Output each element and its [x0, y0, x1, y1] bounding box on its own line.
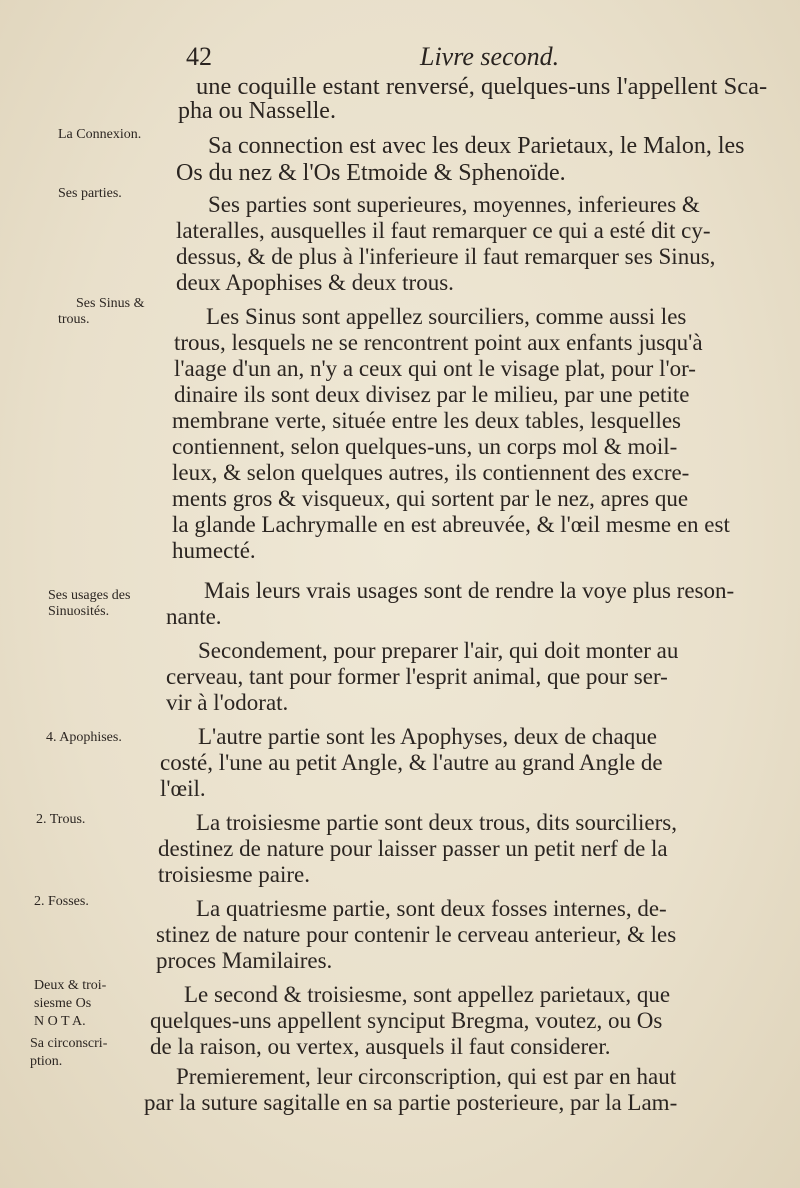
text-line: Le second & troisiesme, sont appellez parietaux, que [184, 982, 671, 1007]
text-line: Sa connection est avec les deux Parietaux, le Malon, les [208, 133, 745, 159]
text-line: Secondement, pour preparer l'air, qui doit monter au [198, 638, 679, 663]
margin-note: trous. [58, 312, 90, 327]
text-line: lateralles, ausquelles il faut remarquer ce qui a esté dit cy- [176, 218, 711, 243]
text-line: Les Sinus sont appellez sourciliers, comme aussi les [206, 304, 687, 329]
text-line: destinez de nature pour laisser passer un petit nerf de la [158, 836, 668, 861]
margin-note: Deux & troi- [34, 978, 107, 993]
text-line: contiennent, selon quelques-uns, un corps mol & moil- [172, 434, 678, 459]
margin-note: La Connexion. [58, 127, 142, 142]
text-line: Os du nez & l'Os Etmoide & Sphenoïde. [176, 160, 566, 186]
text-line: ments gros & visqueux, qui sortent par le nez, apres que [172, 486, 689, 511]
text-line: une coquille estant renversé, quelques-uns l'appellent Sca- [196, 73, 768, 100]
text-line: nante. [166, 604, 222, 629]
text-line: la glande Lachrymalle en est abreuvée, & l'œil mesme en est [172, 512, 730, 537]
text-line: leux, & selon quelques autres, ils contiennent des excre- [172, 460, 690, 485]
text-line: vir à l'odorat. [166, 690, 289, 715]
margin-note: Sinuosités. [48, 604, 110, 619]
text-line: stinez de nature pour contenir le cerveau anterieur, & les [156, 922, 677, 947]
text-line: l'aage d'un an, n'y a ceux qui ont le visage plat, pour l'or- [174, 356, 696, 381]
text-line: proces Mamilaires. [156, 948, 333, 973]
text-line: costé, l'une au petit Angle, & l'autre au grand Angle de [160, 750, 663, 775]
margin-note: siesme Os [34, 996, 92, 1011]
margin-note: 2. Trous. [36, 812, 86, 827]
margin-note: N O T A. [34, 1014, 86, 1029]
text-line: par la suture sagitalle en sa partie posterieure, par la Lam- [144, 1090, 678, 1115]
margin-note: 4. Apophises. [46, 730, 122, 745]
text-line: Premierement, leur circonscription, qui est par en haut [176, 1064, 677, 1089]
text-line: La troisiesme partie sont deux trous, dits sourciliers, [196, 810, 677, 835]
margin-note: Sa circonscri- [30, 1036, 108, 1051]
text-line: membrane verte, située entre les deux tables, lesquelles [172, 408, 681, 433]
text-line: dessus, & de plus à l'inferieure il faut remarquer ses Sinus, [176, 244, 716, 269]
text-line: cerveau, tant pour former l'esprit animal, que pour ser- [166, 664, 668, 689]
margin-note: ption. [30, 1054, 63, 1069]
text-line: quelques-uns appellent synciput Bregma, voutez, ou Os [150, 1008, 663, 1033]
text-line: de la raison, ou vertex, ausquels il faut considerer. [150, 1034, 611, 1059]
text-line: La quatriesme partie, sont deux fosses internes, de- [196, 896, 667, 921]
margin-note: Ses Sinus & [76, 296, 145, 311]
text-line: Ses parties sont superieures, moyennes, inferieures & [208, 192, 700, 217]
margin-note: Ses parties. [58, 186, 122, 201]
text-line: deux Apophises & deux trous. [176, 270, 454, 295]
running-head: Livre second. [420, 42, 560, 71]
margin-note: 2. Fosses. [34, 894, 89, 909]
text-line: L'autre partie sont les Apophyses, deux de chaque [198, 724, 657, 749]
text-line: l'œil. [160, 776, 206, 801]
page-number: 42 [186, 42, 212, 71]
text-line: humecté. [172, 538, 256, 563]
text-line: pha ou Nasselle. [178, 98, 336, 124]
text-line: dinaire ils sont deux divisez par le milieu, par une petite [174, 382, 690, 407]
text-line: troisiesme paire. [158, 862, 311, 887]
text-line: Mais leurs vrais usages sont de rendre la voye plus reson- [204, 578, 735, 603]
text-line: trous, lesquels ne se rencontrent point aux enfants jusqu'à [174, 330, 703, 355]
margin-note: Ses usages des [48, 588, 131, 603]
